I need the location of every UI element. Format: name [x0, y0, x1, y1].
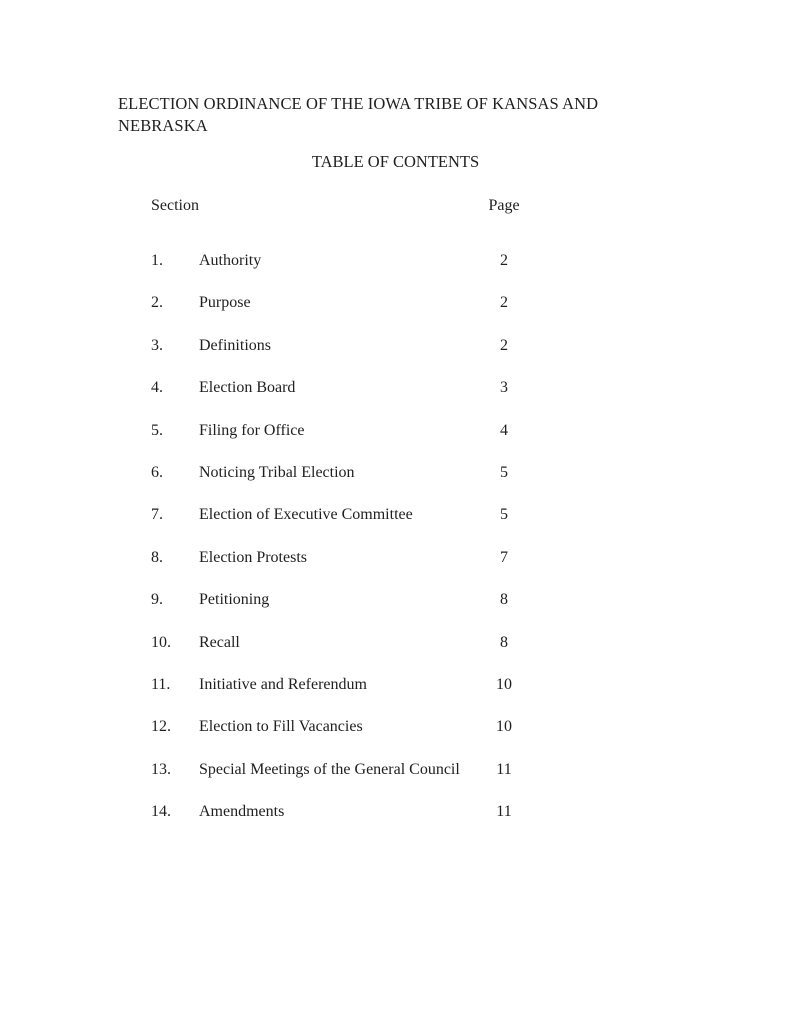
entry-page-number: 2: [500, 252, 508, 269]
entry-title: Special Meetings of the General Council: [199, 760, 460, 778]
entry-title: Election of Executive Committee: [199, 506, 413, 524]
toc-entries: [151, 252, 526, 845]
toc-entry: [151, 549, 526, 591]
entry-number: 2.: [151, 294, 163, 312]
toc-entry: [151, 294, 526, 336]
toc-entry: [151, 464, 526, 506]
entry-page-number: 2: [500, 294, 508, 312]
document-title-line-2: NEBRASKA: [118, 115, 208, 135]
entry-number: 1.: [151, 252, 163, 269]
entry-title: Initiative and Referendum: [199, 675, 367, 693]
entry-page-number: 7: [500, 548, 508, 566]
entry-title: Election Protests: [199, 548, 307, 566]
entry-title: Noticing Tribal Election: [199, 463, 355, 481]
toc-entry: [151, 252, 526, 294]
document-title: [118, 93, 618, 136]
entry-title: Purpose: [199, 294, 251, 312]
entry-number: 5.: [151, 421, 163, 439]
toc-heading: TABLE OF CONTENTS: [311, 152, 480, 171]
entry-page-number: 11: [496, 803, 512, 821]
toc-entry: [151, 718, 526, 760]
toc-entry: [151, 591, 526, 633]
toc-entry: [151, 506, 526, 548]
entry-number: 3.: [151, 336, 163, 354]
toc-entry: [151, 422, 526, 464]
entry-title: Authority: [199, 252, 262, 269]
entry-title: Election Board: [199, 379, 296, 397]
toc-column-headers: [151, 197, 526, 214]
entry-number: 12.: [151, 718, 171, 736]
entry-title: Definitions: [199, 336, 271, 354]
entry-number: 11.: [151, 675, 171, 693]
toc-entry: [151, 676, 526, 718]
toc-entry: [151, 337, 526, 379]
entry-title: Petitioning: [199, 591, 270, 609]
entry-number: 14.: [151, 803, 171, 821]
entry-title: Recall: [199, 633, 240, 651]
entry-number: 6.: [151, 463, 163, 481]
entry-title: Election to Fill Vacancies: [199, 718, 363, 736]
entry-page-number: 11: [496, 760, 512, 778]
section-column-header: Section: [151, 197, 199, 214]
entry-title: Filing for Office: [199, 421, 305, 439]
entry-page-number: 8: [500, 633, 508, 651]
entry-page-number: 8: [500, 591, 508, 609]
entry-page-number: 3: [500, 379, 508, 397]
toc-entry: [151, 379, 526, 421]
entry-number: 4.: [151, 379, 163, 397]
page-column-header: Page: [488, 197, 520, 214]
entry-number: 10.: [151, 633, 171, 651]
entry-title: Amendments: [199, 803, 285, 821]
entry-page-number: 10: [496, 718, 512, 736]
entry-page-number: 10: [496, 675, 512, 693]
toc-entry: [151, 634, 526, 676]
entry-number: 13.: [151, 760, 171, 778]
document-title-line-1: ELECTION ORDINANCE OF THE IOWA TRIBE OF KANSAS AND: [118, 94, 599, 113]
entry-number: 7.: [151, 506, 163, 524]
entry-page-number: 2: [500, 336, 508, 354]
entry-page-number: 5: [500, 463, 508, 481]
toc-entry: [151, 761, 526, 803]
entry-page-number: 5: [500, 506, 508, 524]
toc-entry: [151, 803, 526, 845]
entry-page-number: 4: [500, 421, 508, 439]
entry-number: 9.: [151, 591, 163, 609]
entry-number: 8.: [151, 548, 163, 566]
